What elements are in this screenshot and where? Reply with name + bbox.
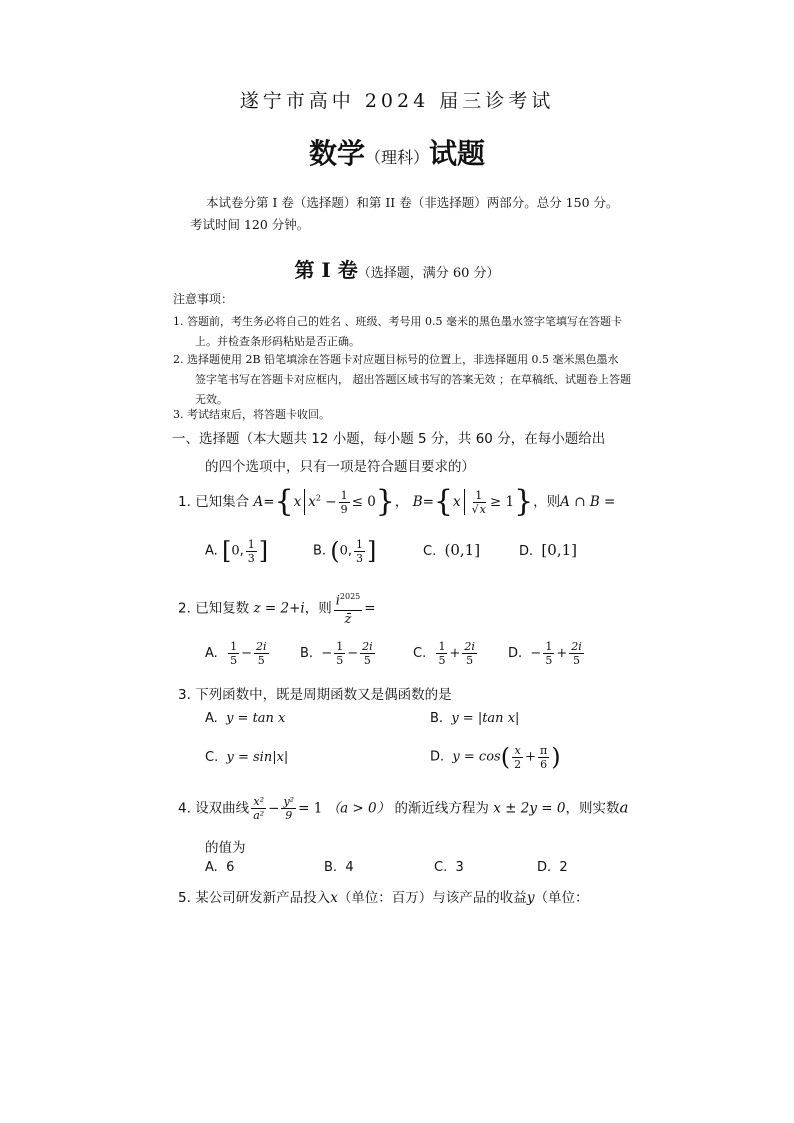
question-4: 4. 设双曲线 $\frac{\text{x²}}{\text{a²}}$ − $\frac{\text{y²}}{9}$ = 1 （a > 0） 的渐近线方程为 x ± 2y = 0，则实数a [178,795,629,822]
q4-option-a[interactable]: A. 6 [205,860,235,875]
fraction-one-over-sqrt-x: $\frac{1}{√x}$ [471,488,486,516]
var-x: x [453,494,461,510]
note-line: 2. 选择题使用 2B 铅笔填涂在答题卡对应题目标号的位置上，非选择题用 0.5 毫米黑色墨水 [173,353,619,366]
q2-option-a[interactable]: A. $\frac{1}{5}$ − $\frac{2i}{5}$ [205,640,267,667]
intersection-expression: A ∩ B = [560,494,616,510]
q3-option-c[interactable]: C. y = sin|x| [205,750,289,765]
section-heading: 一、选择题（本大题共 12 小题，每小题 5 分，共 60 分，在每小题给出 [172,431,606,447]
note-line: 3. 考试结束后，将答题卡收回。 [173,408,330,421]
fraction-one-ninth: $\frac{1}{9}$ [340,488,348,516]
q1-option-c[interactable]: C. (0,1] [423,541,481,559]
complex-z: z = 2+i [253,600,305,617]
set-b: B [412,494,423,510]
q3-option-b[interactable]: B. y = |tan x| [430,711,520,726]
var-x: x [293,494,302,510]
q2-option-c[interactable]: C. $\frac{1}{5}$ + $\frac{2i}{5}$ [413,640,475,667]
question-4-cont: 的值为 [205,840,246,856]
q2-option-d[interactable]: D. − $\frac{1}{5}$ + $\frac{2i}{5}$ [508,640,582,667]
question-tail: ，则 [533,494,561,510]
q4-option-c[interactable]: C. 3 [434,860,464,875]
question-stem: 已知复数 [195,600,250,617]
exam-subject-title [0,132,794,172]
exam-school-title: 遂宁市高中 2024 届三诊考试 [239,90,555,112]
part-one-title [0,254,794,283]
note-line: 1. 答题前，考生务必将自己的姓名 、班级、考号用 0.5 毫米的黑色墨水签字笔填写在答题卡 [173,315,622,328]
question-stem: 设双曲线 [195,800,250,817]
q4-option-d[interactable]: D. 2 [537,860,568,875]
question-5: 5. 某公司研发新产品投入x（单位：百万）与该产品的收益y（单位： [178,890,589,906]
question-number: 1. [178,494,191,510]
note-line: 无效。 [195,393,228,406]
question-number: 4. [178,800,191,817]
question-number: 5. [178,890,191,906]
note-line: 签字笔书写在答题卡对应框内， 超出答题区域书写的答案无效 ；在草稿纸、试题卷上答题 [195,373,631,386]
question-number: 3. [178,687,191,703]
question-number: 2. [178,600,191,617]
question-2: 2. 已知复数 z = 2+i，则 $\frac{i^{2025}}{z̄}$ = [178,588,376,629]
q3-option-d[interactable]: D. y = cos( $\frac{x}{2}$ + $\frac{\pi}{6}$ ) [430,743,561,771]
note-line: 上。并检查条形码粘贴是否正确。 [195,335,360,348]
q4-option-b[interactable]: B. 4 [324,860,354,875]
notes-heading: 注意事项： [173,292,234,306]
subject-suffix: 试题 [429,137,486,170]
var-x: x [308,494,316,510]
section-heading-cont: 的四个选项中，只有一项是符合题目要求的） [205,459,475,475]
q2-option-b[interactable]: B. − $\frac{1}{5}$ − $\frac{2i}{5}$ [300,640,373,667]
question-stem: 已知集合 [195,494,250,510]
question-1: 1. 已知集合 A={x $x^2$ − $\frac{1}{9}$ ≤ 0}， B={x $\frac{1}{√x}$ ≥ 1}，则A ∩ B = [178,484,616,519]
subject-name: 数学 [308,137,365,170]
question-stem: 下列函数中，既是周期函数又是偶函数的是 [195,687,452,703]
part-one-label: 第 I 卷 [294,258,358,282]
part-one-note: （选择题，满分 60 分） [357,266,500,281]
q1-option-d[interactable]: D. [0,1] [519,541,577,559]
subject-note: （理科） [364,148,429,167]
question-3 [178,683,452,703]
fraction-i-power-over-zbar: $\frac{i^{2025}}{z̄}$ [334,588,363,629]
intro-paragraph: 本试卷分第 I 卷（选择题）和第 II 卷（非选择题）两部分。总分 150 分。考试时间 120 分钟。 [190,195,619,232]
q3-option-a[interactable]: A. y = tan x [205,711,286,726]
question-stem: 某公司研发新产品投入 [195,890,331,906]
q1-option-a[interactable]: A. [0, $\frac{1}{3}$ ] [205,537,269,565]
q1-option-b[interactable]: B. (0, $\frac{1}{3}$ ] [313,537,377,565]
set-a: A [253,494,264,510]
